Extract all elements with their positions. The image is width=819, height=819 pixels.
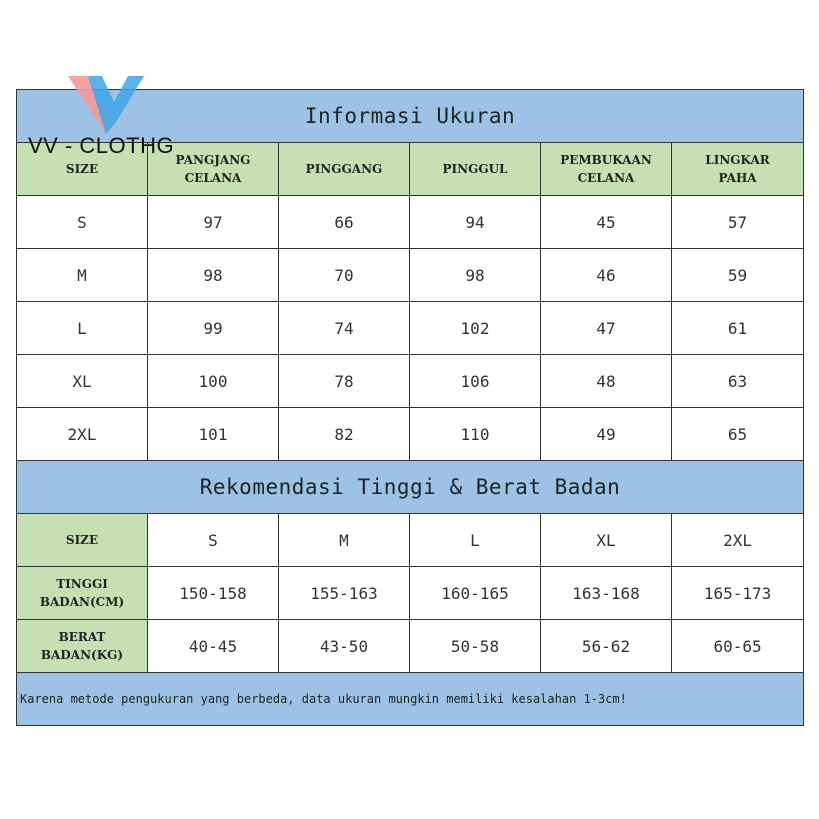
lingkar-paha-cell: 61 (672, 302, 804, 355)
pinggang-cell: 82 (279, 408, 410, 461)
pembukaan-celana-cell: 48 (541, 355, 672, 408)
panjang-celana-cell: 98 (148, 249, 279, 302)
table-row (17, 620, 804, 673)
lingkar-paha-cell: 59 (672, 249, 804, 302)
size-info-title: Informasi Ukuran (17, 90, 804, 143)
header-lingkar-paha (672, 143, 804, 196)
pinggul-cell: 98 (410, 249, 541, 302)
pembukaan-celana-cell: 49 (541, 408, 672, 461)
table-row (17, 567, 804, 620)
size-cell: S (148, 514, 279, 567)
note-row (17, 673, 804, 726)
table-row (17, 302, 804, 355)
measurement-note: Karena metode pengukuran yang berbeda, data ukuran mungkin memiliki kesalahan 1-3cm! (17, 673, 804, 726)
table-row (17, 249, 804, 302)
recommendation-title: Rekomendasi Tinggi & Berat Badan (17, 461, 804, 514)
panjang-celana-cell: 97 (148, 196, 279, 249)
lingkar-paha-cell: 57 (672, 196, 804, 249)
weight-range-cell: 60-65 (672, 620, 804, 673)
size-cell: XL (541, 514, 672, 567)
pinggang-cell: 66 (279, 196, 410, 249)
table-row (17, 355, 804, 408)
header-label: TINGGI BADAN(CM) (39, 577, 125, 609)
pinggang-cell: 74 (279, 302, 410, 355)
lingkar-paha-cell: 63 (672, 355, 804, 408)
pinggul-cell: 110 (410, 408, 541, 461)
row-header-size: SIZE (17, 514, 148, 567)
header-pembukaan-celana (541, 143, 672, 196)
size-cell: M (17, 249, 148, 302)
weight-range-cell: 56-62 (541, 620, 672, 673)
header-pinggul: PINGGUL (410, 143, 541, 196)
header-label: PEMBUKAAN CELANA (560, 153, 652, 185)
panjang-celana-cell: 101 (148, 408, 279, 461)
table-row (17, 514, 804, 567)
size-cell: L (410, 514, 541, 567)
header-pinggang: PINGGANG (279, 143, 410, 196)
size-chart-table (16, 89, 804, 726)
height-range-cell: 160-165 (410, 567, 541, 620)
table-row (17, 196, 804, 249)
weight-range-cell: 50-58 (410, 620, 541, 673)
size-cell: 2XL (17, 408, 148, 461)
height-range-cell: 163-168 (541, 567, 672, 620)
panjang-celana-cell: 99 (148, 302, 279, 355)
brand-name: VV - CLOTHG (28, 133, 175, 158)
header-label: BERAT BADAN(KG) (40, 630, 124, 662)
table-row (17, 408, 804, 461)
height-range-cell: 165-173 (672, 567, 804, 620)
height-range-cell: 150-158 (148, 567, 279, 620)
pinggang-cell: 70 (279, 249, 410, 302)
weight-range-cell: 43-50 (279, 620, 410, 673)
size-cell: L (17, 302, 148, 355)
header-label: LINGKAR PAHA (705, 153, 770, 185)
pembukaan-celana-cell: 46 (541, 249, 672, 302)
height-range-cell: 155-163 (279, 567, 410, 620)
weight-range-cell: 40-45 (148, 620, 279, 673)
size-cell: XL (17, 355, 148, 408)
size-cell: S (17, 196, 148, 249)
pinggul-cell: 106 (410, 355, 541, 408)
pembukaan-celana-cell: 47 (541, 302, 672, 355)
row-header-tinggi-badan (17, 567, 148, 620)
pinggul-cell: 102 (410, 302, 541, 355)
row-header-berat-badan (17, 620, 148, 673)
pinggul-cell: 94 (410, 196, 541, 249)
header-size: SIZE (17, 143, 148, 196)
lingkar-paha-cell: 65 (672, 408, 804, 461)
size-cell: 2XL (672, 514, 804, 567)
panjang-celana-cell: 100 (148, 355, 279, 408)
header-label: PANGJANG CELANA (175, 153, 251, 185)
recommendation-title-row (17, 461, 804, 514)
pinggang-cell: 78 (279, 355, 410, 408)
size-cell: M (279, 514, 410, 567)
pembukaan-celana-cell: 45 (541, 196, 672, 249)
